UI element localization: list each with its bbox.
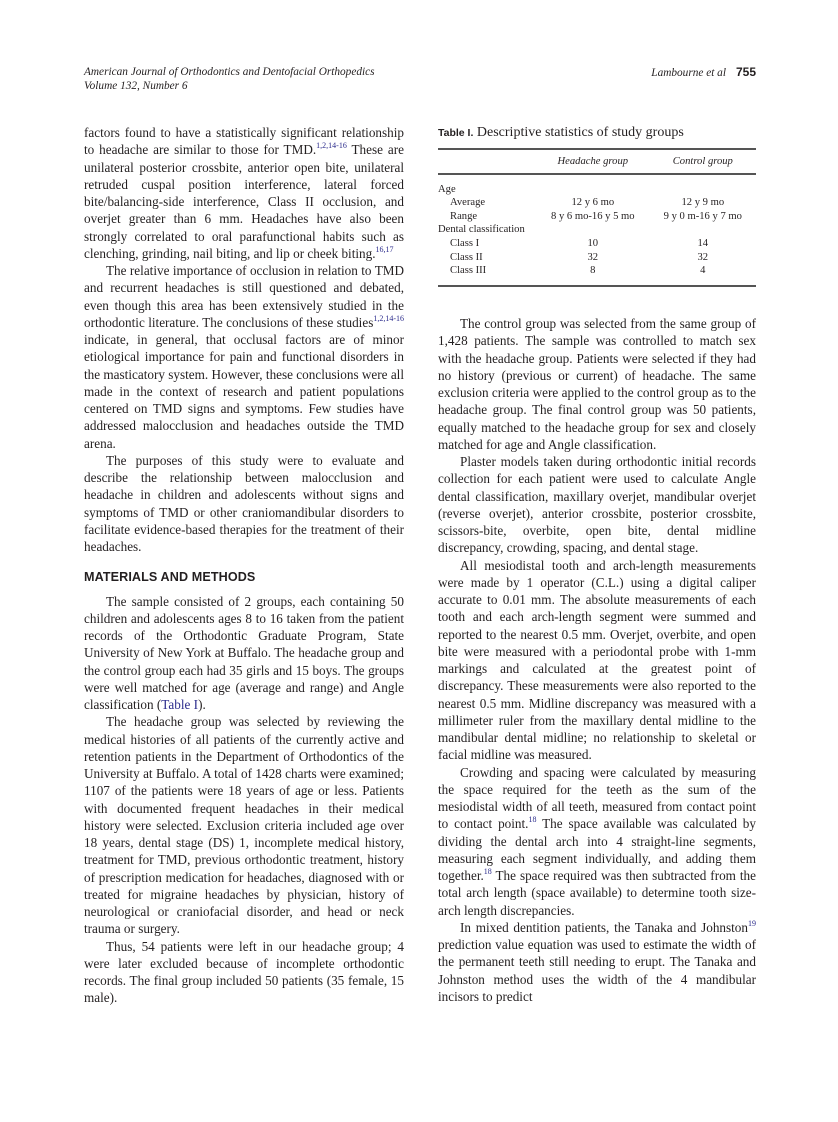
header-control-group: Control group [650, 149, 756, 174]
paragraph: Plaster models taken during orthodontic initial records collection for each patient were used to calculate Angle dental classification, maxillary overjet, mandibular overjet (reverse overjet), anterior crossbite, posterior crossbite, scissors-bite, overbite, open bite, dental midline discrepancy, crowding, spacing, and dental stage. [438, 454, 756, 556]
paragraph-text: ). [198, 697, 206, 712]
paragraph-text: The space required was then subtracted from the total arch length (space available) to determine tooth size-arch length discrepancies. [438, 868, 756, 918]
author-page [651, 65, 756, 80]
table-label: Table I. [438, 127, 474, 139]
cell-headache: 12 y 6 mo [571, 197, 615, 209]
cell-headache: 32 [587, 251, 599, 263]
descriptive-statistics-table [438, 148, 756, 287]
paragraph-text: The space available was calculated by dividing the dental arch into 4 straight-line segments, measuring each segment individually, and adding them together. [438, 816, 756, 883]
paragraph-text: The sample consisted of 2 groups, each containing 50 children and adolescents ages 8 to 16 taken from the patient records of the Orthodontic Graduate Program, State University of New York at Buffalo. The headache group and the control group each had 35 girls and 15 boys. The groups were well matched for age (average and range) and Angle classification ( [84, 593, 404, 712]
cell-control: 12 y 9 mo [681, 197, 725, 209]
paragraph-text: The relative importance of occlusion in relation to TMD and recurrent headaches is still questioned and debated, even though this area has been extensively studied in the orthodontic literature. The conclusions of these studies [84, 263, 404, 330]
citation-link[interactable]: 18 [483, 867, 492, 876]
row-label: Range [450, 210, 478, 222]
table-caption [438, 124, 756, 142]
cell-control: 32 [697, 251, 709, 263]
paragraph: All mesiodistal tooth and arch-length measurements were made by 1 operator (C.L.) using a digital caliper accurate to 0.01 mm. The absolute measurements of each tooth and each arch-length segment were summed and reported to the nearest 0.5 mm. Overjet, overbite, and open bite were measured with a periodontal probe with 1-mm markings and calculated at the greatest point of discrepancy. These measurements were also reported to the nearest 0.5 mm. Midline discrepancy was measured with a millimeter ruler from the maxillary dental midline to the mandibular dental midline; no relationship to skeletal or facial midline was measured. [438, 557, 756, 763]
section-heading: MATERIALS AND METHODS [84, 570, 256, 585]
citation-link[interactable]: 1,2,14-16 [373, 313, 404, 323]
paragraph: The control group was selected from the same group of 1,428 patients. The sample was controlled to match sex with the headache group. Patients were selected if they had no history (previous or current) of headache. The same exclusion criteria were applied to the control group as to the headache group. The final control group was 50 patients, equally matched to the headache group for sex and closely matched for age and Angle classification. [438, 316, 756, 452]
table-row [438, 210, 756, 224]
row-label: Class III [438, 264, 536, 286]
table-link[interactable]: Table I [161, 697, 199, 712]
cell-control [650, 174, 756, 197]
paragraph-text: factors found to have a statistically significant relationship to headache are similar to those for TMD. [84, 125, 404, 158]
paragraph: The headache group was selected by reviewing the medical histories of all patients of the currently active and retention patients in the Department of Orthodontics of the University at Buffalo. A total of 1428 charts were examined; 1107 of the patients were 18 years of age or less. Patients with documented frequent headaches in their medical history were selected. Exclusion criteria included age over 18 years, dental stage (DS) 1, incomplete medical history, treatment for TMD, previous orthodontic treatment, history of prescription medication for headaches, diagnosed with or treated for migraine headaches by physician, history of neurological or craniofacial disorder, and head or neck trauma or surgery. [84, 714, 404, 937]
citation-link[interactable]: 1,2,14-16 [316, 141, 347, 151]
journal-title: American Journal of Orthodontics and Dentofacial Orthopedics [84, 66, 375, 78]
cell-headache [536, 223, 650, 237]
row-label: Dental classification [438, 224, 525, 236]
paragraph: The purposes of this study were to evaluate and describe the relationship between malocclusion and headache in children and adolescents without signs and symptoms of TMD or other craniomandibular disorders to facilitate evidence-based therapies for the treatment of their headaches. [84, 452, 404, 554]
table-row [438, 264, 756, 286]
cell-headache: 8 [536, 264, 650, 286]
cell-control: 4 [650, 264, 756, 286]
row-label: Class II [450, 251, 483, 263]
table-1 [438, 124, 756, 287]
table-row [438, 223, 756, 237]
citation-link[interactable]: 16,17 [375, 244, 394, 254]
paragraph [438, 764, 756, 919]
cell-headache: 8 y 6 mo-16 y 5 mo [551, 210, 635, 222]
paragraph: Thus, 54 patients were left in our headache group; 4 were later excluded because of incomplete orthodontic records. The final group included 50 patients (35 female, 15 male). [84, 938, 404, 1006]
row-label: Age [438, 183, 456, 195]
header-blank [438, 149, 536, 174]
citation-link[interactable]: 19 [748, 918, 756, 928]
paragraph [84, 262, 404, 452]
page-number: 755 [735, 65, 756, 79]
table-row [438, 237, 756, 251]
paragraph-text: Crowding and spacing were calculated by measuring the space required for the teeth as the sum of the mesiodistal width of all teeth, measured from contact point to contact point. [438, 764, 756, 832]
paragraph-text: indicate, in general, that occlusal factors are of minor etiological importance for pain and functional disorders in the masticatory system. However, these conclusions were all made in the context of research and patient populations centered on TMD signs and symptoms. Few studies have addressed malocclusion and headaches outside the TMD arena. [84, 332, 404, 451]
cell-headache: 10 [587, 237, 599, 249]
paragraph-text: In mixed dentition patients, the Tanaka and Johnston [460, 919, 748, 935]
paragraph [84, 593, 404, 714]
journal-volume: Volume 132, Number 6 [84, 80, 188, 92]
citation-link[interactable]: 18 [528, 815, 537, 825]
cell-control: 9 y 0 m-16 y 7 mo [663, 210, 742, 222]
table-header-row [438, 149, 756, 174]
running-authors: Lambourne et al [651, 67, 726, 79]
table-row [438, 251, 756, 265]
cell-headache [536, 174, 650, 197]
right-column [438, 315, 756, 1005]
paragraph-text: prediction value equation was used to estimate the width of the permanent teeth still needing to erupt. The Tanaka and Johnston method uses the width of the 4 mandibular incisors to predict [438, 937, 756, 1004]
paragraph [438, 919, 756, 1005]
header-headache-group: Headache group [536, 149, 650, 174]
table-caption-text: Descriptive statistics of study groups [473, 125, 684, 140]
row-label: Class I [450, 237, 480, 249]
paragraph [84, 124, 404, 262]
cell-control [650, 223, 756, 237]
paragraph-text: These are unilateral posterior crossbite, anterior open bite, unilateral retruded cuspal position interference, lateral forced bite/balancing-side interference, Class II occlusion, and overjet greater than 6 mm. Headaches have also been strongly correlated to oral parafunctional habits such as clenching, grinding, nail biting, and lip or cheek biting. [84, 142, 404, 261]
table-row [438, 196, 756, 210]
left-column [84, 124, 404, 1007]
journal-info [84, 65, 375, 93]
cell-control: 14 [697, 237, 709, 249]
row-label: Average [450, 197, 486, 209]
table-row [438, 174, 756, 197]
